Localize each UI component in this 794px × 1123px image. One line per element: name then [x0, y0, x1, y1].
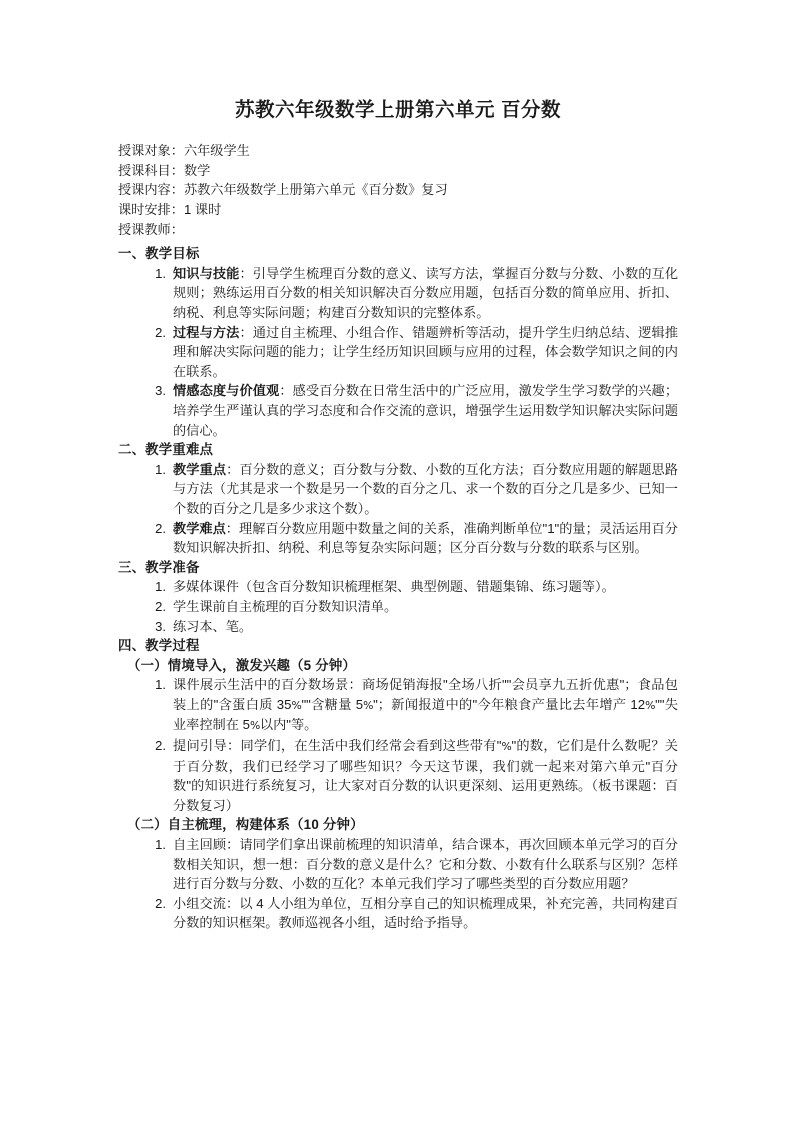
list-item — [173, 323, 678, 382]
section-2-list — [118, 460, 678, 558]
list-item — [173, 597, 678, 617]
list-item — [173, 577, 678, 597]
percent-sign: % — [501, 740, 512, 754]
subsection-1-list — [118, 675, 678, 815]
item-body: 练习本、笔。 — [173, 618, 253, 634]
list-item — [173, 381, 678, 440]
item-body: 学生课前自主梳理的百分数知识清单。 — [173, 598, 398, 614]
item-body: ：理解百分数应用题中数量之间的关系，准确判断单位"1"的量；灵活运用百分数知识解决折扣、纳税、利息等复杂实际问题；区分百分数与分数的联系与区别。 — [173, 520, 678, 556]
meta-label: 课时安排： — [118, 202, 184, 218]
section-heading-1: 一、教学目标 — [118, 246, 200, 262]
item-term: 教学难点 — [173, 520, 226, 536]
list-item — [173, 519, 678, 558]
meta-label: 授课教师： — [118, 221, 184, 237]
meta-label: 授课对象： — [118, 143, 184, 159]
meta-row — [118, 200, 678, 220]
list-item — [173, 675, 678, 736]
meta-row — [118, 161, 678, 181]
meta-label: 授课科目： — [118, 162, 184, 178]
section-3-list — [118, 577, 678, 636]
list-item — [173, 835, 678, 894]
subsection-2-list — [118, 835, 678, 933]
lesson-metadata — [118, 141, 678, 239]
subsection-heading-2: （二）自主梳理，构建体系（10 分钟） — [127, 817, 364, 833]
section-heading-2: 二、教学重难点 — [118, 442, 214, 458]
item-body: ：百分数的意义；百分数与分数、小数的互化方法；百分数应用题的解题思路与方法（尤其是求一个数是另一个数的百分之几、求一个数的百分之几是多少、已知一个数的百分之几是多少求这个数）。 — [173, 461, 678, 516]
page-title: 苏教六年级数学上册第六单元 百分数 — [235, 99, 561, 121]
item-term: 教学重点 — [173, 461, 227, 477]
section-heading-3: 三、教学准备 — [118, 559, 200, 575]
item-body: 课件展示生活中的百分数场景：商场促销海报"全场八折""会员享九五折优惠"；食品包装上的"含蛋白质 35%""含糖量 5%"；新闻报道中的"今年粮食产量比去年增产 12%""失业率控制在 5%以内"等。 — [173, 677, 678, 733]
percent-sign: % — [645, 698, 656, 712]
section-heading-4: 四、教学过程 — [118, 638, 200, 654]
list-item — [173, 736, 678, 815]
meta-value: 1 课时 — [183, 202, 222, 218]
list-item — [173, 617, 678, 637]
meta-row — [118, 180, 678, 200]
item-term: 情感态度与价值观 — [173, 383, 280, 399]
item-term: 知识与技能 — [173, 265, 240, 281]
meta-value: 数学 — [183, 162, 211, 178]
item-body: ：引导学生梳理百分数的意义、读写方法，掌握百分数与分数、小数的互化规则；熟练运用百分数的相关知识解决百分数应用题，包括百分数的简单应用、折扣、纳税、利息等实际问题；构建百分数知识的完整体系。 — [173, 265, 679, 320]
percent-sign: % — [363, 698, 374, 712]
list-item — [173, 264, 678, 323]
meta-label: 授课内容： — [118, 182, 184, 198]
meta-row — [118, 220, 678, 240]
list-item — [173, 894, 678, 933]
item-body: ：感受百分数在日常生活中的广泛应用，激发学生学习数学的兴趣；培养学生严谨认真的学习态度和合作交流的意识，增强学生运用数学知识解决实际问题的信心。 — [173, 383, 679, 438]
item-body: 自主回顾：请同学们拿出课前梳理的知识清单，结合课本，再次回顾本单元学习的百分数相关知识，想一想：百分数的意义是什么？它和分数、小数有什么联系与区别？怎样进行百分数与分数、小数的互化？本单元我们学习了哪些类型的百分数应用题？ — [173, 837, 678, 892]
subsection-heading-1: （一）情境导入，激发兴趣（5 分钟） — [127, 657, 357, 673]
item-body: 提问引导：同学们，在生活中我们经常会看到这些带有"%"的数，它们是什么数呢？关于百分数，我们已经学习了哪些知识？今天这节课，我们就一起来对第六单元"百分数"的知识进行系统复习，让大家对百分数的认识更深刻、运用更熟练。（板书课题：百分数复习） — [173, 738, 678, 813]
meta-row — [118, 141, 678, 161]
item-body: 多媒体课件（包含百分数知识梳理框架、典型例题、错题集锦、练习题等）。 — [173, 579, 615, 595]
percent-sign: % — [291, 698, 302, 712]
item-term: 过程与方法 — [173, 324, 240, 340]
meta-value: 苏教六年级数学上册第六单元《百分数》复习 — [183, 182, 448, 198]
item-body: 小组交流：以 4 人小组为单位，互相分享自己的知识梳理成果，补充完善，共同构建百分数的知识框架。教师巡视各小组，适时给予指导。 — [173, 895, 678, 931]
percent-sign: % — [249, 719, 260, 733]
item-body: ：通过自主梳理、小组合作、错题辨析等活动，提升学生归纳总结、逻辑推理和解决实际问题的能力；让学生经历知识回顾与应用的过程，体会数学知识之间的内在联系。 — [173, 324, 679, 379]
meta-value: 六年级学生 — [183, 143, 250, 159]
section-1-list — [118, 264, 678, 440]
list-item — [173, 460, 678, 519]
